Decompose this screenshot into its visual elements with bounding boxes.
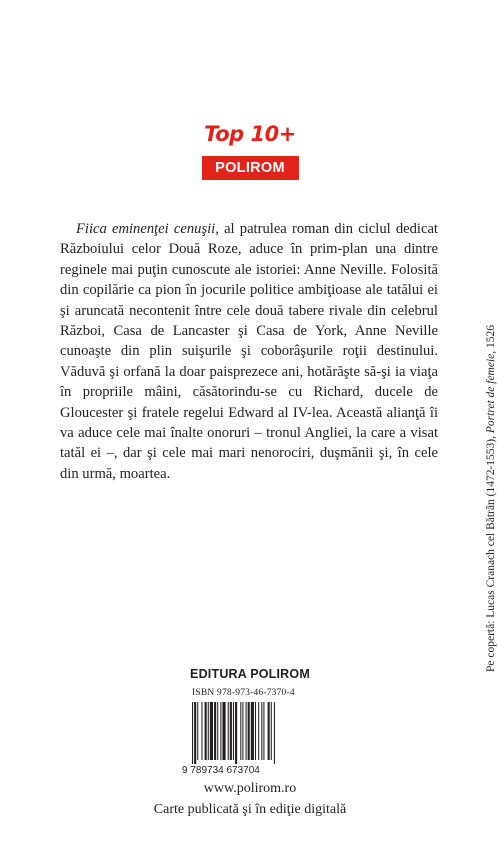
cover-credit-prefix: Pe copertă: Lucas Cranach cel Bătrân (1472-1553), [485, 433, 497, 672]
barcode-bar [205, 702, 207, 760]
cover-credit [485, 325, 498, 672]
barcode-bar [255, 702, 256, 760]
barcode-icon [178, 702, 318, 776]
back-cover-blurb [60, 219, 438, 484]
isbn-number: ISBN 978-973-46-7370-4 [192, 688, 295, 698]
barcode-bar [268, 702, 270, 760]
barcode-bar [214, 702, 216, 760]
barcode-bar [274, 702, 275, 764]
series-logo [200, 122, 300, 180]
barcode-bar [233, 702, 234, 760]
barcode-bar [261, 702, 262, 760]
barcode-bar [210, 702, 213, 760]
barcode-bar [220, 702, 221, 760]
barcode-bar [228, 702, 229, 760]
barcode-bar [248, 702, 250, 760]
barcode-bar [230, 702, 232, 760]
isbn-block [178, 687, 318, 776]
barcode-bar [208, 702, 209, 760]
book-title: Fiica eminenţei cenuşii [76, 221, 216, 237]
barcode-bar [246, 702, 247, 760]
blurb-text: , al patrulea roman din ciclul dedicat Războiului celor Două Roze, aduce în prim-plan una dintre reginele mai puţin cunoscute ale istoriei: Anne Neville. Folosită din copilărie ca pion în jocurile politice ambiţioase ale tatălui ei şi aruncată necontenit între cele două tabere rivale din celebrul Război, Casa de Lancaster şi Casa de York, Anne Neville cunoaşte din plin suişurile şi coborâşurile roţii destinului. Văduvă şi orfană la doar paisprezece ani, hotărăşte să-şi ia viaţa în propriile mâini, căsătorindu-se cu Richard, ducele de Gloucester şi fratele regelui Edward al IV-lea. Această alianţă îi va aduce cele mai înalte onoruri – tronul Angliei, la care a visat tatăl ei –, dar şi cele mai mari nenorociri, duşmănii şi, în cele din urmă, moartea. [60, 221, 438, 482]
barcode-bar [240, 702, 241, 760]
barcode-bar [251, 702, 254, 760]
barcode-bar [192, 702, 193, 764]
publisher-name: EDITURA POLIROM [190, 667, 310, 681]
blurb-paragraph [60, 219, 438, 484]
barcode-bar [263, 702, 264, 760]
barcode-bar [258, 702, 259, 760]
barcode-bar [242, 702, 243, 760]
barcode-bar [222, 702, 225, 760]
brand-badge: POLIROM [202, 156, 299, 180]
barcode-digits: 9 789734 673704 [182, 765, 260, 776]
series-name: Top 10+ [204, 122, 296, 146]
barcode-bar [197, 702, 198, 760]
barcode-bar [217, 702, 218, 760]
barcode-bar [235, 702, 237, 764]
cover-artwork-title: Portret de femeie [485, 353, 497, 434]
barcode-bar [271, 702, 272, 760]
publisher-website: www.polirom.ro [203, 781, 297, 796]
barcode-bar [194, 702, 196, 764]
barcode-bar [201, 702, 202, 760]
digital-edition-note: Carte publicată şi în ediţie digitală [153, 802, 347, 817]
cover-credit-suffix: , 1526 [485, 324, 497, 354]
